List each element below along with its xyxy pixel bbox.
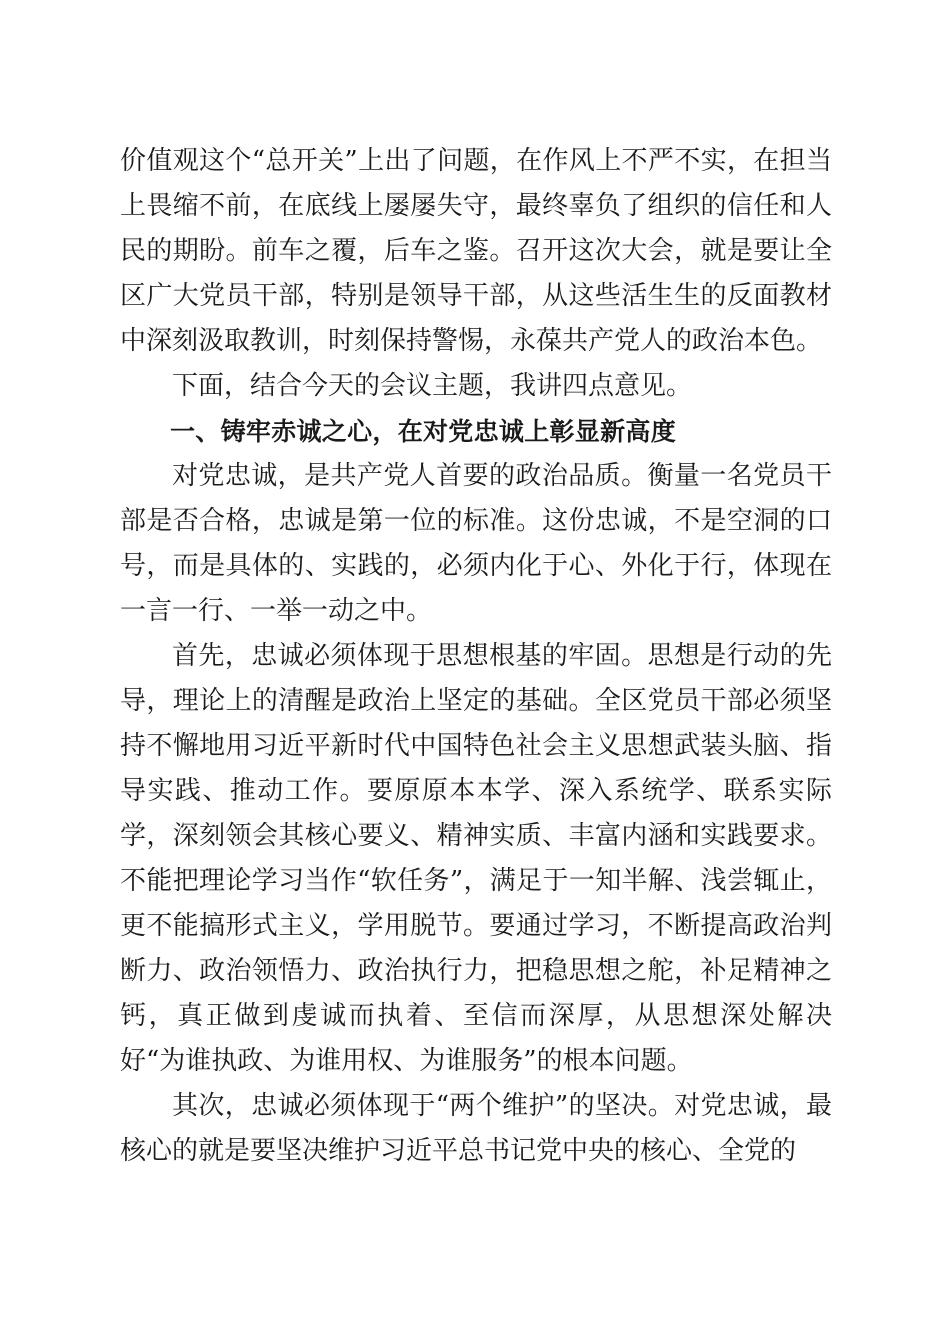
- paragraph-second-point: 其次，忠诚必须体现于“两个维护”的坚决。对党忠诚，最核心的就是要坚决维护习近平总书记党中央的核心、全党的: [120, 1091, 832, 1166]
- paragraph-loyalty-definition: 对党忠诚，是共产党人首要的政治品质。衡量一名党员干部是否合格，忠诚是第一位的标准。这份忠诚，不是空洞的口号，而是具体的、实践的，必须内化于心、外化于行，体现在一言一行、一举一动之中。: [120, 461, 832, 626]
- document-body: [120, 139, 832, 1174]
- paragraph-intro: 下面，结合今天的会议主题，我讲四点意见。: [172, 371, 693, 401]
- paragraph-first-point: 首先，忠诚必须体现于思想根基的牢固。思想是行动的先导，理论上的清醒是政治上坚定的基础。全区党员干部必须坚持不懈地用习近平新时代中国特色社会主义思想武装头脑、指导实践、推动工作。要原原本本学、深入系统学、联系实际学，深刻领会其核心要义、精神实质、丰富内涵和实践要求。不能把理论学习当作“软任务”，满足于一知半解、浅尝辄止，更不能搞形式主义，学用脱节。要通过学习，不断提高政治判断力、政治领悟力、政治执行力，把稳思想之舵，补足精神之钙，真正做到虔诚而执着、至信而深厚，从思想深处解决好“为谁执政、为谁用权、为谁服务”的根本问题。: [120, 641, 832, 1076]
- paragraph-continuation: 价值观这个“总开关”上出了问题，在作风上不严不实，在担当上畏缩不前，在底线上屡屡失守，最终辜负了组织的信任和人民的期盼。前车之覆，后车之鉴。召开这次大会，就是要让全区广大党员干部，特别是领导干部，从这些活生生的反面教材中深刻汲取教训，时刻保持警惕，永葆共产党人的政治本色。: [120, 146, 832, 356]
- section-heading: 一、铸牢赤诚之心，在对党忠诚上彰显新高度: [170, 417, 677, 446]
